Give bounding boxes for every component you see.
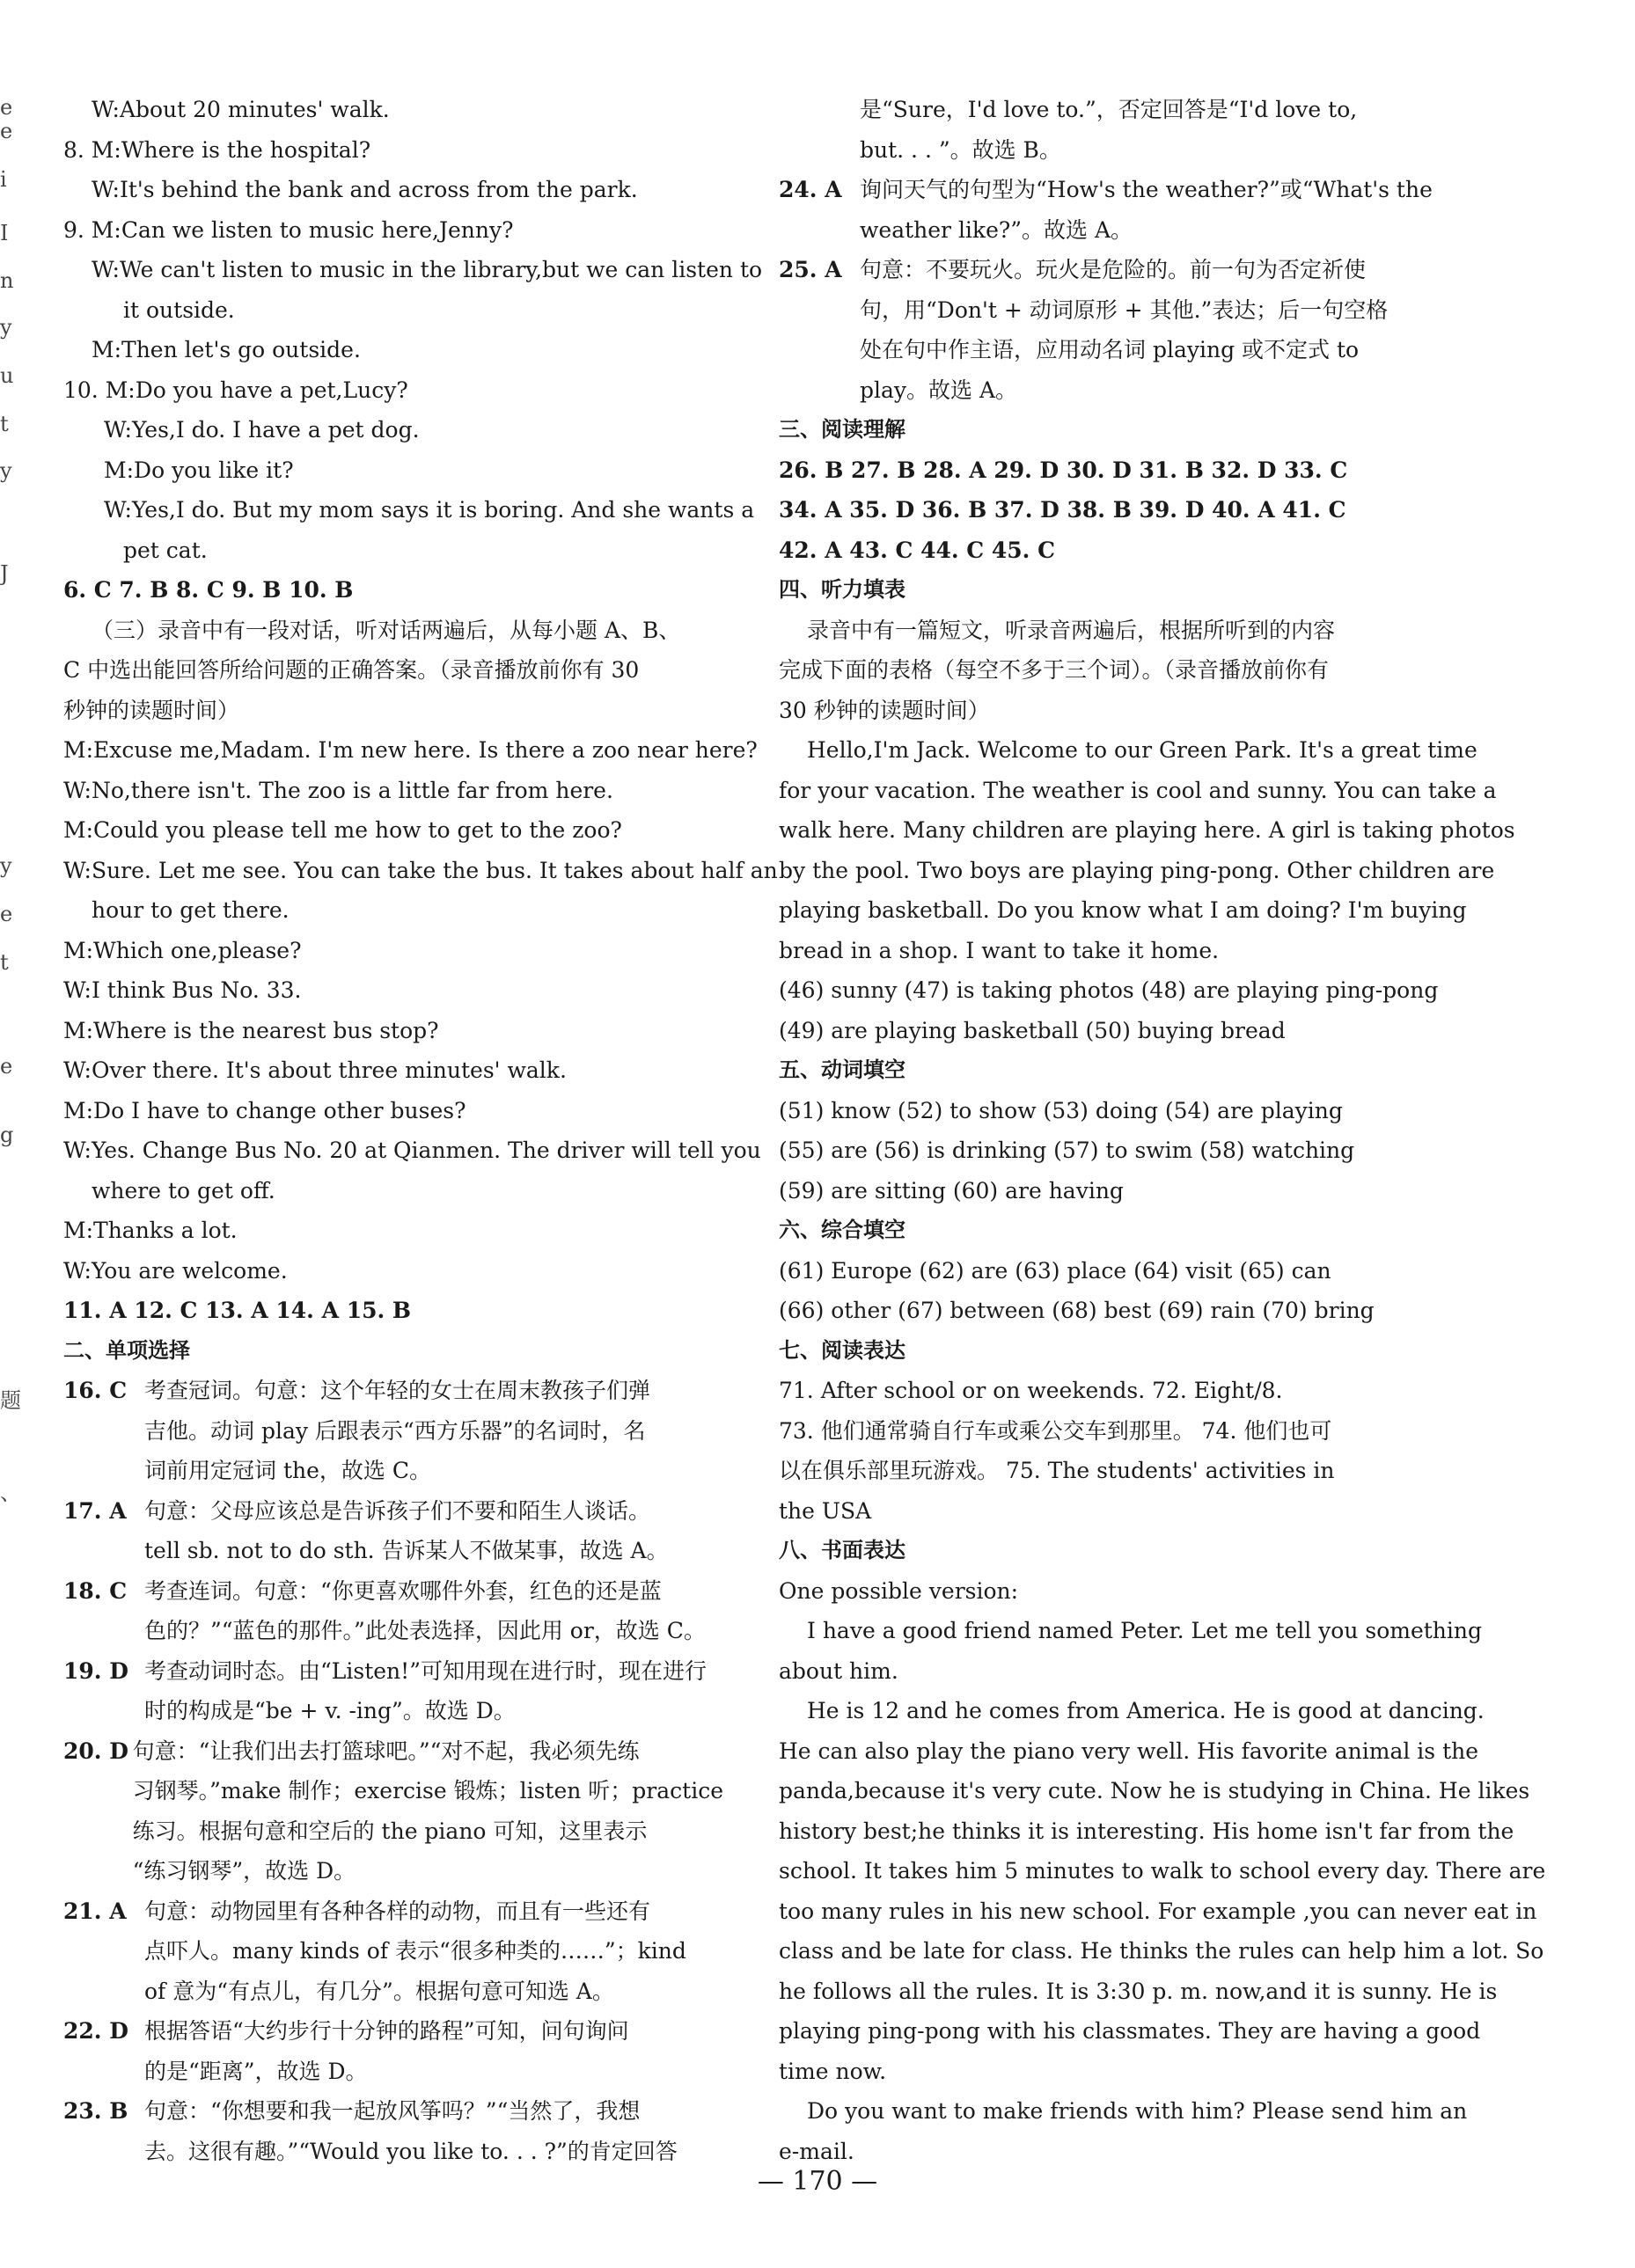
text-line: (46) sunny (47) is taking photos (48) are playing ping-pong [779,977,1439,1003]
verb-answers [779,1091,1439,1211]
margin-char: e [0,119,13,143]
question-number: 21. A [63,1898,127,1924]
text-line: “练习钢琴”，故选 D。 [132,1858,356,1884]
text-line: W:Sure. Let me see. You can take the bus. It takes about half an [63,857,778,883]
text-line: it outside. [123,296,235,323]
text-line: 秒钟的读题时间） [63,697,240,723]
question-explanation [779,170,1439,250]
text-line: 句意：父母应该总是告诉孩子们不要和陌生人谈话。 [144,1497,651,1524]
essay-intro: One possible version: [779,1577,1019,1604]
text-line: 73. 他们通常骑自行车或乘公交车到那里。 74. 他们也可 [779,1417,1332,1444]
question-number: 25. A [779,257,842,282]
text-line: 30 秒钟的读题时间） [779,697,990,723]
text-line: weather like?”。故选 A。 [860,216,1133,243]
text-line: M:Excuse me,Madam. I'm new here. Is there a zoo near here? [63,737,758,763]
cloze-answers [779,1251,1439,1331]
margin-char: n [0,268,14,293]
text-line: of 意为“有点儿，有几分”。根据句意可知选 A。 [144,1978,614,2004]
margin-char: J [0,561,9,586]
text-line: I have a good friend named Peter. Let me tell you something [807,1618,1483,1643]
section-heading: 七、阅读表达 [779,1337,905,1363]
text-line: by the pool. Two boys are playing ping-pong. Other children are [779,857,1495,883]
text-line: M:Which one,please? [63,937,302,963]
text-line: tell sb. not to do sth. 告诉某人不做某事，故选 A。 [144,1538,669,1563]
section-heading: 四、听力填表 [779,577,905,602]
explanation-text [144,2091,723,2171]
continued-explanation [779,90,1439,170]
explanation-text [860,170,1439,250]
text-line: W:I think Bus No. 33. [63,977,302,1003]
answer-line: 6. C 7. B 8. C 9. B 10. B [63,577,354,603]
table-instructions [779,611,1439,731]
choice-explanations [63,1371,723,2171]
text-line: W:We can't listen to music in the library,but we can listen to [92,257,763,282]
text-line: school. It takes him 5 minutes to walk to school every day. There are [779,1858,1546,1884]
margin-char: u [0,363,14,388]
text-line: 时的构成是“be + v. -ing”。故选 D。 [144,1698,516,1723]
question-number: 23. B [63,2098,128,2124]
text-line: about him. [779,1657,898,1684]
text-line: where to get off. [92,1177,275,1204]
section-heading: 三、阅读理解 [779,417,905,442]
text-line: (51) know (52) to show (53) doing (54) are playing [779,1097,1343,1123]
text-line: pet cat. [123,537,208,563]
text-line: M:Where is the nearest bus stop? [63,1017,439,1043]
text-line: (55) are (56) is drinking (57) to swim (58) watching [779,1138,1355,1163]
text-line: He is 12 and he comes from America. He is good at dancing. [807,1698,1485,1723]
section-heading: 八、书面表达 [779,1538,905,1562]
text-line: bread in a shop. I want to take it home. [779,937,1220,963]
margin-char: e [0,95,13,120]
text-line: (61) Europe (62) are (63) place (64) visit (65) can [779,1257,1331,1284]
explanation-text [144,1571,723,1651]
question-number: 22. D [63,2018,128,2044]
text-line: 以在俱乐部里玩游戏。 75. The students' activities in [779,1458,1335,1483]
text-line: 的是“距离”，故选 D。 [144,2058,368,2084]
text-line: playing basketball. Do you know what I am doing? I'm buying [779,897,1467,923]
text-line: M:Thanks a lot. [63,1218,238,1243]
text-line: too many rules in his new school. For example ,you can never eat in [779,1898,1537,1924]
question-explanation [63,1731,723,1891]
margin-char: e [0,902,13,926]
text-line: hour to get there. [92,897,290,923]
question-number: 19. D [63,1657,128,1684]
margin-char: y [0,315,12,340]
text-line: 考查动词时态。由“Listen!”可知用现在进行时，现在进行 [144,1657,707,1684]
text-line: (59) are sitting (60) are having [779,1177,1124,1204]
explanation-text [144,1651,723,1731]
zoo-dialog [63,730,778,1291]
question-explanation [63,1491,723,1571]
text-line: W:Over there. It's about three minutes' walk. [63,1057,567,1083]
text-line: 去。这很有趣。”“Would you like to. . . ?”的肯定回答 [144,2138,678,2164]
question-explanation [63,2091,723,2171]
explanation-text [144,1371,723,1491]
text-line: 点吓人。many kinds of 表示“很多种类的……”；kind [144,1938,686,1964]
text-line: walk here. Many children are playing here. A girl is taking photos [779,817,1515,843]
table-answers [779,970,1439,1050]
sample-essay [779,1611,1546,2171]
text-line: e-mail. [779,2138,854,2164]
text-line: (66) other (67) between (68) best (69) rain (70) bring [779,1298,1375,1323]
text-line: 26. B 27. B 28. A 29. D 30. D 31. B 32. D 33. C [779,457,1348,483]
choice-explanations [779,170,1439,410]
explanation-text [144,2011,723,2091]
page-number: — 170 — [757,2166,878,2197]
question-explanation [63,1371,723,1491]
text-line: W:It's behind the bank and across from the park. [92,177,638,202]
explanation-text [144,1491,723,1571]
listening-dialogs [63,90,763,570]
text-line: 9. M:Can we listen to music here,Jenny? [63,216,514,243]
reading-expression-answers [779,1371,1439,1531]
text-line: M:Then let's go outside. [92,337,361,362]
text-line: 录音中有一篇短文，听录音两遍后，根据所听到的内容 [807,617,1336,643]
text-line: M:Could you please tell me how to get to the zoo? [63,817,622,843]
left-column [63,90,778,2171]
text-line: 处在句中作主语，应用动名词 playing 或不定式 to [860,337,1360,362]
text-line: 是“Sure，I'd love to.”，否定回答是“I'd love to, [860,97,1358,122]
section-heading: 二、单项选择 [63,1337,190,1363]
reading-answers [779,450,1439,571]
text-line: 10. M:Do you have a pet,Lucy? [63,377,408,403]
listening-instructions [63,611,723,731]
text-line: history best;he thinks it is interesting. His home isn't far from the [779,1818,1514,1844]
question-explanation [63,1891,723,2012]
text-line: Do you want to make friends with him? Please send him an [807,2098,1468,2124]
question-number: 20. D [63,1738,128,1764]
text-line: （三）录音中有一段对话，听对话两遍后，从每小题 A、B、 [92,617,681,643]
margin-char: g [0,1123,14,1147]
text-line: W:No,there isn't. The zoo is a little far from here. [63,777,613,803]
question-explanation [63,1571,723,1651]
right-column [779,90,1546,2171]
text-line: Hello,I'm Jack. Welcome to our Green Park. It's a great time [807,737,1477,763]
text-line: class and be late for class. He thinks the rules can help him a lot. So [779,1938,1544,1964]
text-line: 句意：动物园里有各种各样的动物，而且有一些还有 [144,1898,651,1924]
section-heading: 五、动词填空 [779,1057,905,1082]
text-line: 考查连词。句意：“你更喜欢哪件外套，红色的还是蓝 [144,1577,662,1604]
text-line: for your vacation. The weather is cool and sunny. You can take a [779,777,1497,803]
margin-char: t [0,950,9,975]
text-line: he follows all the rules. It is 3:30 p. m. now,and it is sunny. He is [779,1978,1498,2004]
question-explanation [63,2011,723,2091]
question-explanation [63,1651,723,1731]
section-heading: 六、综合填空 [779,1218,905,1242]
text-line: W:You are welcome. [63,1257,288,1284]
text-line: 吉他。动词 play 后跟表示“西方乐器”的名词时，名 [144,1417,646,1444]
text-line: M:Do I have to change other buses? [63,1097,466,1123]
margin-char: I [0,221,9,245]
text-line: 习钢琴。”make 制作；exercise 锻炼；listen 听；practice [132,1778,723,1803]
explanation-text [860,250,1439,410]
answer-line: 11. A 12. C 13. A 14. A 15. B [63,1298,412,1323]
text-line: 71. After school or on weekends. 72. Eight/8. [779,1378,1283,1403]
text-line: W:Yes,I do. But my mom says it is boring. And she wants a [104,497,755,523]
text-line: M:Do you like it? [104,457,294,483]
question-number: 16. C [63,1378,128,1403]
text-line: 句意：“让我们出去打篮球吧。”“对不起，我必须先练 [132,1738,640,1764]
margin-char: e [0,1054,13,1079]
margin-char: y [0,458,12,483]
text-line: play。故选 A。 [860,377,1018,403]
question-number: 17. A [63,1497,127,1524]
margin-char: i [0,167,7,192]
text-line: 句意：“你想要和我一起放风筝吗？”“当然了，我想 [144,2098,641,2124]
text-line: 色的？”“蓝色的那件。”此处表选择，因此用 or，故选 C。 [144,1618,706,1643]
text-line: 词前用定冠词 the，故选 C。 [144,1458,431,1483]
text-line: C 中选出能回答所给问题的正确答案。（录音播放前你有 30 [63,657,640,683]
text-line: 考查冠词。句意：这个年轻的女士在周末教孩子们弹 [144,1378,651,1403]
explanation-text [133,1731,723,1891]
margin-char: 题 [0,1388,21,1413]
margin-char: 、 [0,1481,21,1505]
text-line: 练习。根据句意和空后的 the piano 可知，这里表示 [132,1818,648,1844]
text-line: 8. M:Where is the hospital? [63,136,371,163]
text-line: 句，用“Don't + 动词原形 + 其他.”表达；后一句空格 [860,296,1389,323]
text-line: W:About 20 minutes' walk. [92,97,390,122]
text-line: W:Yes. Change Bus No. 20 at Qianmen. The driver will tell you [63,1138,761,1163]
text-line: playing ping-pong with his classmates. They are having a good [779,2018,1481,2044]
text-line: time now. [779,2058,887,2084]
text-line: He can also play the piano very well. His favorite animal is the [779,1738,1479,1764]
text-line: 34. A 35. D 36. B 37. D 38. B 39. D 40. A 41. C [779,497,1346,523]
text-line: (49) are playing basketball (50) buying bread [779,1017,1286,1043]
text-line: 询问天气的句型为“How's the weather?”或“What's the [860,177,1433,202]
text-line: 完成下面的表格（每空不多于三个词）。（录音播放前你有 [779,657,1330,683]
question-explanation [779,250,1439,410]
listening-passage [779,730,1515,970]
text-line: W:Yes,I do. I have a pet dog. [104,417,420,443]
question-number: 18. C [63,1577,128,1604]
text-line: 句意：不要玩火。玩火是危险的。前一句为否定祈使 [860,257,1367,282]
text-line: the USA [779,1497,872,1524]
question-number: 24. A [779,177,842,202]
text-line: panda,because it's very cute. Now he is studying in China. He likes [779,1778,1530,1803]
text-line: 根据答语“大约步行十分钟的路程”可知，问句询问 [144,2018,629,2044]
text-line: 42. A 43. C 44. C 45. C [779,537,1055,563]
text-line: but. . . ”。故选 B。 [860,136,1061,163]
explanation-text [144,1891,723,2012]
margin-char: t [0,412,9,436]
margin-char: y [0,853,12,878]
